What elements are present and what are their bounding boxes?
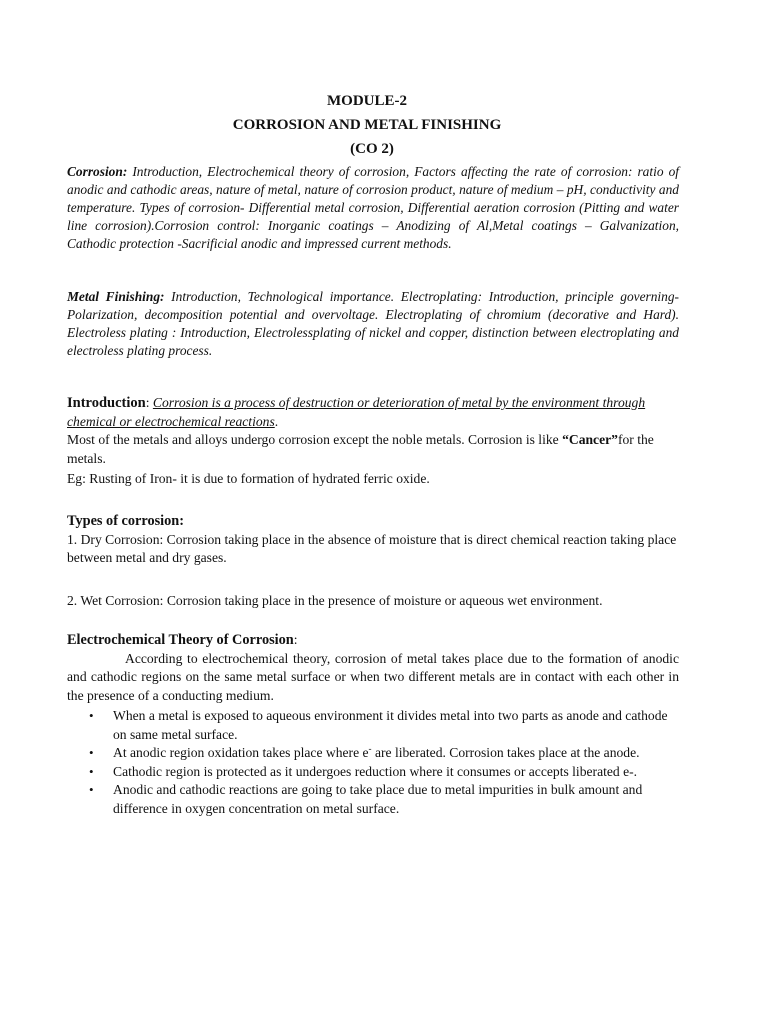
metal-finishing-syllabus xyxy=(67,288,679,360)
noble-metals-text: Most of the metals and alloys undergo corrosion except the noble metals. Corrosion is like xyxy=(67,432,563,447)
corrosion-syllabus-text: Introduction, Electrochemical theory of corrosion, Factors affecting the rate of corrosion: ratio of anodic and cathodic areas, nature of metal, nature of corrosion product, nature of medium – pH, conductivity and temperature. Types of corrosion- Differential metal corrosion, Differential aeration corrosion (Pitting and water line corrosion).Corrosion control: Inorganic coatings – Anodizing of Al,Metal coatings – Galvanization, Cathodic protection -Sacrificial anodic and impressed current methods. xyxy=(67,164,679,251)
list-item: • Cathodic region is protected as it undergoes reduction where it consumes or accepts liberated e-. xyxy=(113,763,679,782)
bullet-icon: • xyxy=(89,745,94,760)
course-outcome-label: (CO 2) xyxy=(350,141,394,157)
bullet-icon: • xyxy=(89,708,94,723)
list-item: • At anodic region oxidation takes place where e- are liberated. Corrosion takes place at the anode. xyxy=(113,744,679,763)
rusting-example: Eg: Rusting of Iron- it is due to formation of hydrated ferric oxide. xyxy=(67,471,430,486)
corrosion-syllabus xyxy=(67,163,679,253)
types-heading: Types of corrosion: xyxy=(67,513,185,529)
cancer-emphasis: “Cancer” xyxy=(562,432,618,447)
introduction-section xyxy=(67,394,679,489)
electrochemical-theory-section xyxy=(67,631,679,818)
bullet-icon: • xyxy=(89,763,94,779)
list-item: • Anodic and cathodic reactions are going to take place due to metal impurities in bulk amount and difference in oxygen concentration on metal surface. xyxy=(89,782,643,816)
module-heading: MODULE-2 xyxy=(327,93,407,109)
bullet-icon: • xyxy=(89,782,94,797)
dry-corrosion-text: 1. Dry Corrosion: Corrosion taking place in the absence of moisture that is direct chemical reaction taking place between metal and dry gases. xyxy=(67,531,677,565)
metal-finishing-syllabus-text: Introduction, Technological importance. Electroplating: Introduction, principle governing- Polarization, decomposition potential and overvoltage. Electroplating of chromium (decorative and Hard). Electroless plating : Introduction, Electrolessplating of nickel and copper, distinction between electroplating and electroless plating process. xyxy=(67,289,679,358)
corrosion-syllabus-label: Corrosion: xyxy=(67,164,128,179)
theory-bullet-list xyxy=(67,707,679,818)
introduction-label: Introduction xyxy=(67,395,146,411)
theory-paragraph: According to electrochemical theory, corrosion of metal takes place due to the formation of anodic and cathodic regions on the same metal surface or when two different metals are in contact with each other in the presence of a conducting medium. xyxy=(67,650,679,703)
electron-superscript: - xyxy=(368,743,372,754)
definition-period: . xyxy=(274,413,279,429)
metal-finishing-syllabus-label: Metal Finishing: xyxy=(67,289,165,304)
corrosion-definition: Corrosion is a process of destruction or deterioration of metal by the environment through chemical or electrochemical reactions xyxy=(67,395,646,429)
wet-corrosion-text: 2. Wet Corrosion: Corrosion taking place in the presence of moisture or aqueous wet environment. xyxy=(67,593,603,608)
introduction-colon: : xyxy=(145,395,153,410)
theory-heading-colon: : xyxy=(293,632,298,647)
types-section xyxy=(67,512,679,568)
noble-metals-text-end: for the metals. xyxy=(67,432,654,466)
document-title: CORROSION AND METAL FINISHING xyxy=(232,117,502,133)
theory-heading: Electrochemical Theory of Corrosion xyxy=(67,632,294,648)
list-item: • When a metal is exposed to aqueous environment it divides metal into two parts as anode and cathode on same metal surface. xyxy=(89,708,668,742)
